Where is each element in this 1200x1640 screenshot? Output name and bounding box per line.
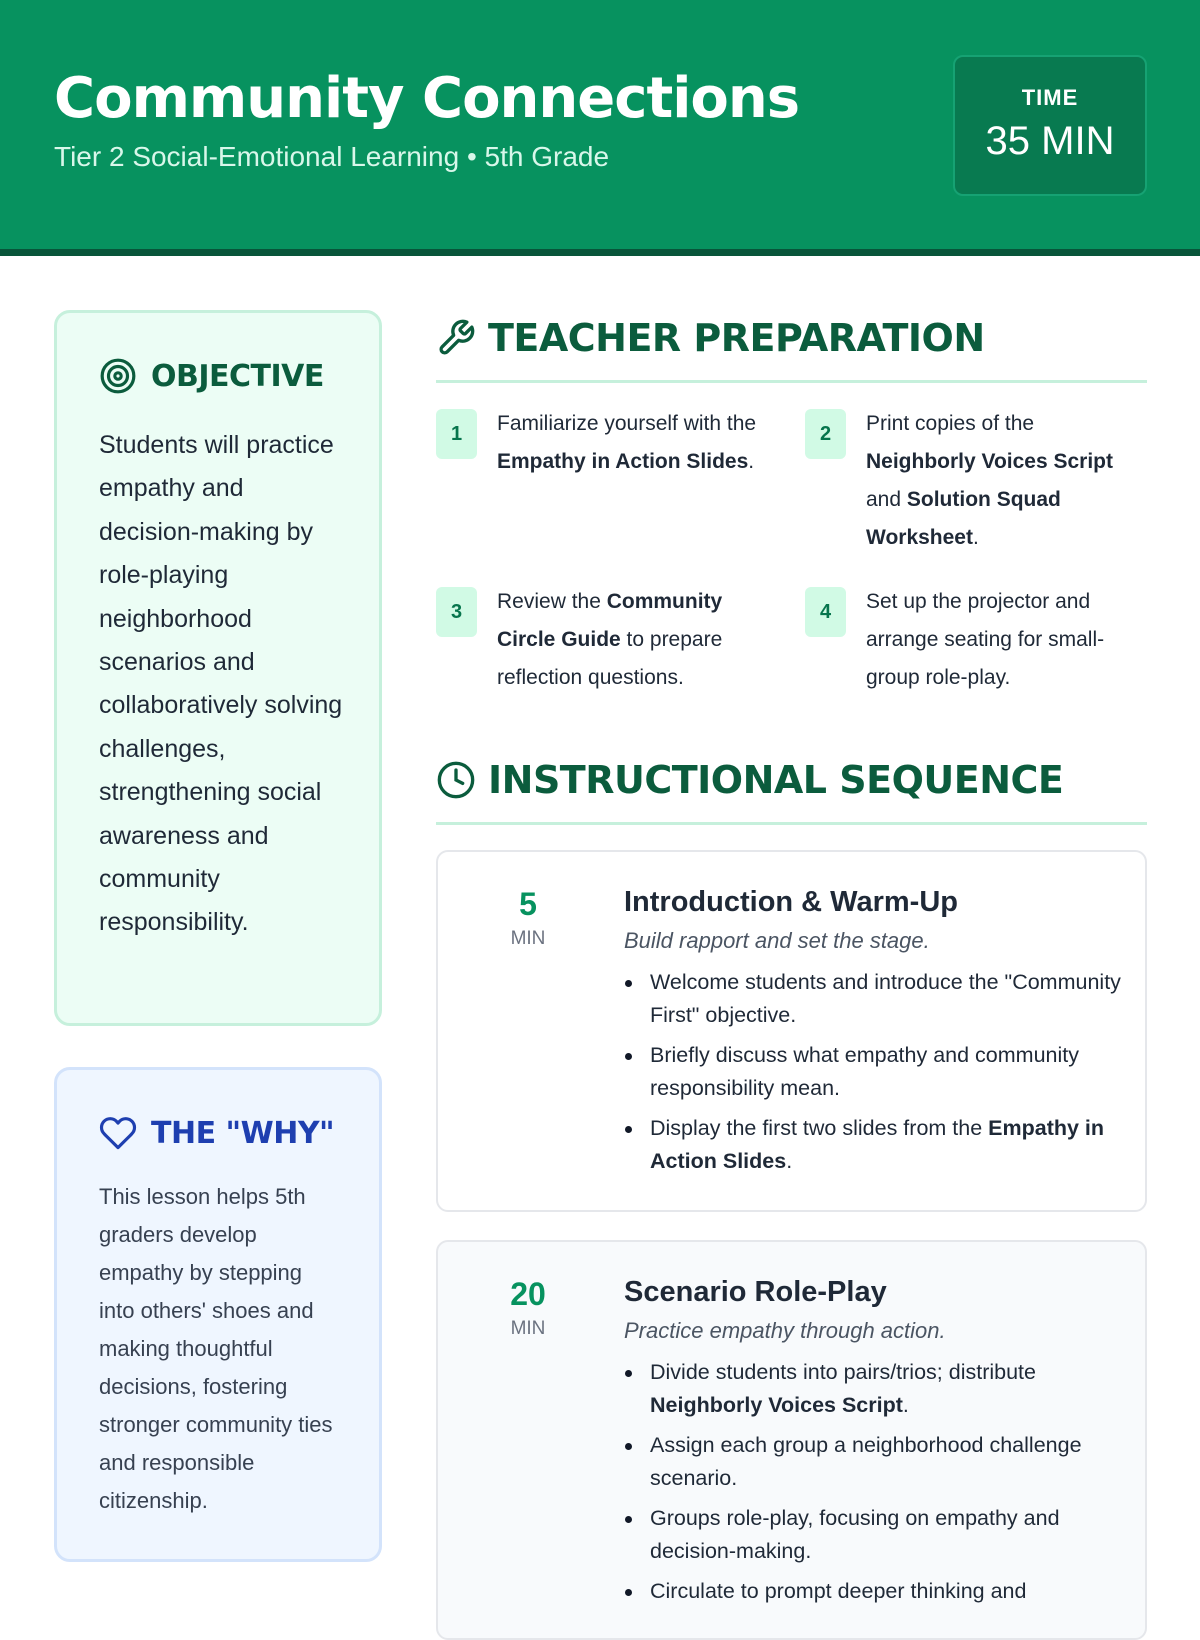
step-content	[624, 1272, 1124, 1615]
prep-text-bold: Neighborly Voices Script	[866, 450, 1114, 473]
teacher-prep-heading: TEACHER PREPARATION	[488, 316, 985, 360]
step-bullet	[624, 1502, 1124, 1568]
step-duration-value: 20	[510, 1276, 546, 1312]
time-value: 35 MIN	[985, 119, 1115, 163]
bullet-text-segment: .	[902, 1393, 909, 1417]
sequence-heading: INSTRUCTIONAL SEQUENCE	[488, 758, 1064, 802]
step-title: Scenario Role-Play	[624, 1276, 887, 1308]
bullet-text-segment: Circulate to prompt deeper thinking and	[650, 1579, 1027, 1603]
prep-text	[866, 405, 1136, 557]
page-header	[0, 0, 1200, 256]
prep-text-segment: to prepare reflection questions.	[497, 628, 723, 689]
bullet-text-segment: Briefly discuss what empathy and community responsibility mean.	[650, 1043, 1079, 1100]
prep-item	[805, 405, 1145, 557]
step-bullets	[624, 966, 1124, 1178]
lesson-title: Community Connections	[54, 66, 800, 131]
step-duration-unit: MIN	[510, 1318, 546, 1339]
prep-text	[497, 583, 767, 697]
step-title: Introduction & Warm-Up	[624, 886, 958, 918]
teacher-prep-header	[436, 316, 1147, 383]
bullet-text-segment: .	[786, 1149, 793, 1173]
prep-text-segment: Familiarize yourself with the	[497, 412, 757, 435]
prep-text-segment: and	[866, 488, 907, 511]
prep-number: 1	[436, 409, 477, 459]
why-text: This lesson helps 5th graders develop empathy by stepping into others' shoes and making thoughtful decisions, fostering stronger community ties and responsible citizenship.	[99, 1184, 333, 1513]
time-label: TIME	[1021, 85, 1079, 110]
prep-text-segment: .	[748, 450, 755, 473]
prep-number: 2	[805, 409, 846, 459]
prep-number: 3	[436, 587, 477, 637]
bullet-text-segment: Welcome students and introduce the "Community First" objective.	[650, 970, 1121, 1027]
prep-text-bold: Empathy in Action Slides	[497, 450, 749, 473]
prep-text-bold: Solution Squad Worksheet	[866, 488, 1061, 549]
sequence-header	[436, 758, 1147, 825]
objective-heading: OBJECTIVE	[151, 358, 324, 394]
step-bullet	[624, 966, 1124, 1032]
step-bullet	[624, 1575, 1124, 1608]
prep-text-segment: Print copies of the	[866, 412, 1035, 435]
step-duration-unit: MIN	[510, 928, 546, 949]
why-header	[99, 1114, 334, 1152]
prep-text-segment: Review the	[497, 590, 607, 613]
bullet-text-bold: Empathy in Action Slides	[650, 1116, 1105, 1173]
objective-card	[54, 310, 382, 1026]
prep-text	[497, 405, 767, 481]
prep-text-segment: .	[972, 526, 979, 549]
step-bullet	[624, 1429, 1124, 1495]
step-duration	[488, 884, 568, 950]
step-content	[624, 882, 1124, 1185]
objective-text: Students will practice empathy and decision-making by role-playing neighborhood scenarios and collaboratively solving challenges, strengthening social awareness and community responsibility.	[99, 431, 343, 937]
step-subtitle: Practice empathy through action.	[624, 1318, 946, 1343]
prep-text-segment: Set up the projector and arrange seating for small-group role-play.	[866, 590, 1105, 689]
target-icon	[99, 357, 137, 395]
prep-item	[436, 583, 776, 697]
why-heading: THE "WHY"	[151, 1115, 335, 1151]
lesson-subtitle: Tier 2 Social-Emotional Learning • 5th Grade	[54, 141, 610, 172]
step-bullet	[624, 1356, 1124, 1422]
prep-text	[866, 583, 1136, 697]
step-bullets	[624, 1356, 1124, 1608]
step-duration-value: 5	[519, 886, 537, 922]
step-bullet	[624, 1112, 1124, 1178]
heart-icon	[99, 1114, 137, 1152]
wrench-icon	[436, 318, 476, 358]
prep-text-bold: Community Circle Guide	[497, 590, 723, 651]
prep-number: 4	[805, 587, 846, 637]
bullet-text-segment: Display the first two slides from the	[650, 1116, 989, 1140]
bullet-text-bold: Neighborly Voices Script	[650, 1393, 903, 1417]
sequence-step	[436, 1240, 1147, 1640]
why-card	[54, 1067, 382, 1562]
prep-item	[805, 583, 1145, 697]
step-duration	[488, 1274, 568, 1340]
bullet-text-segment: Groups role-play, focusing on empathy and decision-making.	[650, 1506, 1060, 1563]
bullet-text-segment: Assign each group a neighborhood challenge scenario.	[650, 1433, 1082, 1490]
clock-icon	[436, 760, 476, 800]
sequence-step	[436, 850, 1147, 1212]
step-subtitle: Build rapport and set the stage.	[624, 928, 930, 953]
prep-item	[436, 405, 776, 481]
time-badge	[953, 55, 1147, 196]
bullet-text-segment: Divide students into pairs/trios; distribute	[650, 1360, 1036, 1384]
objective-header	[99, 357, 324, 395]
step-bullet	[624, 1039, 1124, 1105]
